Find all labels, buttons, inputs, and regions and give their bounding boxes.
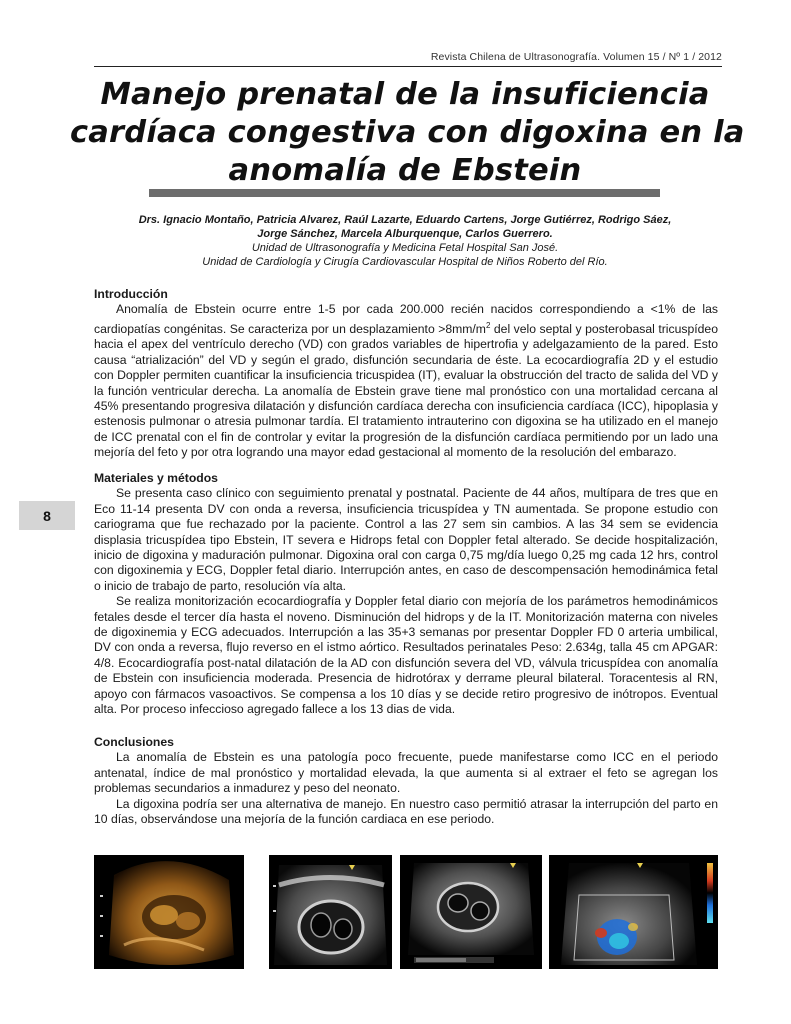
section-introduction <box>94 287 718 461</box>
paragraph-text: Anomalía de Ebstein ocurre entre 1-5 por cada 200.000 recién nacidos correspondiendo a <1% de las cardiopatías congénitas. Se caracteriza por un desplazamiento >8mm/m <box>94 302 718 336</box>
section-methods <box>94 471 718 718</box>
article-title <box>70 76 745 190</box>
journal-header: Revista Chilena de Ultrasonografía. Volumen 15 / Nº 1 / 2012 <box>430 51 722 63</box>
ultrasound-image-2 <box>269 855 392 969</box>
author-names-line1: Drs. Ignacio Montaño, Patricia Alvarez, Raúl Lazarte, Eduardo Cartens, Jorge Gutiérrez, Rodrigo Sáez, <box>138 214 672 226</box>
author-block <box>70 213 740 269</box>
title-line: Manejo prenatal de la insuficiencia <box>100 77 710 112</box>
section-heading: Introducción <box>94 287 168 301</box>
paragraph-text: del velo septal y posterobasal tricuspídeo hacia el apex del ventrículo derecho (VD) con grados variables de hipertrofia y adelgazamiento de la pared. Esto causa “atrialización” del VD y según el grado, disfunción secundaria de éste. La ecocardiografía 2D y el estudio con Doppler permiten cuantificar la insuficiencia tricuspidea (IT), evaluar la obstrucción del tracto de salida del VD y la función ventricular derecha. La anomalía de Ebstein grave tiene mal pronóstico con una mortalidad cercana al 45% presentando progresiva dilatación y disfunción cardíaca derecha con insuficiencia cardíaca (ICC), hipoplasia y estenosis pulmonar o atresia pulmonar tardía. El tratamiento intrauterino con digoxina se ha utilizado en el manejo de ICC prenatal con el fin de controlar y evitar la progresión de la disfunción cardíaca permitiendo por un lado una mejoría del feto y por otra logrando una mayor edad gestacional al momento de la resolución del embarazo. <box>94 321 718 460</box>
ultrasound-image-3 <box>400 855 542 969</box>
section-conclusions <box>94 735 718 827</box>
figure-strip <box>94 855 718 969</box>
title-line: anomalía de Ebstein <box>228 153 582 188</box>
paragraph: La anomalía de Ebstein es una patología poco frecuente, puede manifestarse como ICC en el periodo antenatal, índice de mal pronóstico y mortalidad elevada, la que aumenta si al extraer el feto se agregan los problemas secundarios a inmadurez y peso del neonato. <box>94 750 718 796</box>
section-heading: Conclusiones <box>94 735 174 749</box>
page-number-box <box>19 501 75 530</box>
affiliation-2: Unidad de Cardiología y Cirugía Cardiovascular Hospital de Niños Roberto del Río. <box>202 256 608 268</box>
paragraph: La digoxina podría ser una alternativa de manejo. En nuestro caso permitió atrasar la interrupción del parto en 10 días, observándose una mejoría de la función cardiaca en ese periodo. <box>94 796 718 827</box>
paragraph: Se presenta caso clínico con seguimiento prenatal y postnatal. Paciente de 44 años, multípara de tres que en Eco 11-14 presenta DV con onda a reversa, insuficiencia tricuspídea y TN aumentada. Se propone estudio con cariograma que fue rechazado por la paciente. Control a las 27 sem sin cambios. A las 34 sem se evidencia displasia tricuspídea tipo Ebstein, IT severa e Hidrops fetal con Doppler fetal alterado. Se decide hospitalización, inicio de digoxina y maduración pulmonar. Digoxina oral con carga 0,75 mg/día luego 0,25 mg cada 12 hrs, control con digoxinemia y ECG, Doppler fetal diario. Interrupción antes, en caso de descompensación hemodinámica fetal o inicio de trabajo de parto, resolución vía alta. <box>94 486 718 593</box>
superscript: 2 <box>485 320 491 330</box>
affiliation-1: Unidad de Ultrasonografía y Medicina Fetal Hospital San José. <box>251 242 559 254</box>
title-line: cardíaca congestiva con digoxina en la <box>70 115 745 150</box>
section-heading: Materiales y métodos <box>94 471 218 485</box>
paragraph <box>94 302 718 460</box>
ultrasound-image-4 <box>549 855 718 969</box>
author-names-line2: Jorge Sánchez, Marcela Alburquenque, Carlos Guerrero. <box>257 228 553 240</box>
ultrasound-image-1 <box>94 855 244 969</box>
paragraph: Se realiza monitorización ecocardiografía y Doppler fetal diario con mejoría de los parámetros hemodinámicos fetales desde el tercer día hasta el noveno. Disminución del hidrops y de la IT. Monitorización materna con niveles de digoxinemia y ECG adecuados. Interrupción a las 35+3 semanas por presentar Doppler FD 0 arteria umbilical, DV con onda a reversa, flujo reverso en el istmo aórtico. Resultados perinatales Peso: 2.634g, talla 45 cm APGAR: 4/8. Ecocardiografía post-natal dilatación de la AD con disfunción severa del VD, válvula tricuspídea con anomalía de Ebstein con insuficiencia moderada. Presencia de hidrotórax y derrame pleural bilateral. Toracentesis al RN, apoyo con fármacos vasoactivos. Se compensa a los 10 días y se decide retiro progresivo de inótropos. Eventual alta. Por proceso infeccioso agregado fallece a los 13 dias de vida. <box>94 594 718 717</box>
page-number: 8 <box>43 507 51 524</box>
header-rule <box>94 66 722 67</box>
title-underline-bar <box>149 189 660 197</box>
